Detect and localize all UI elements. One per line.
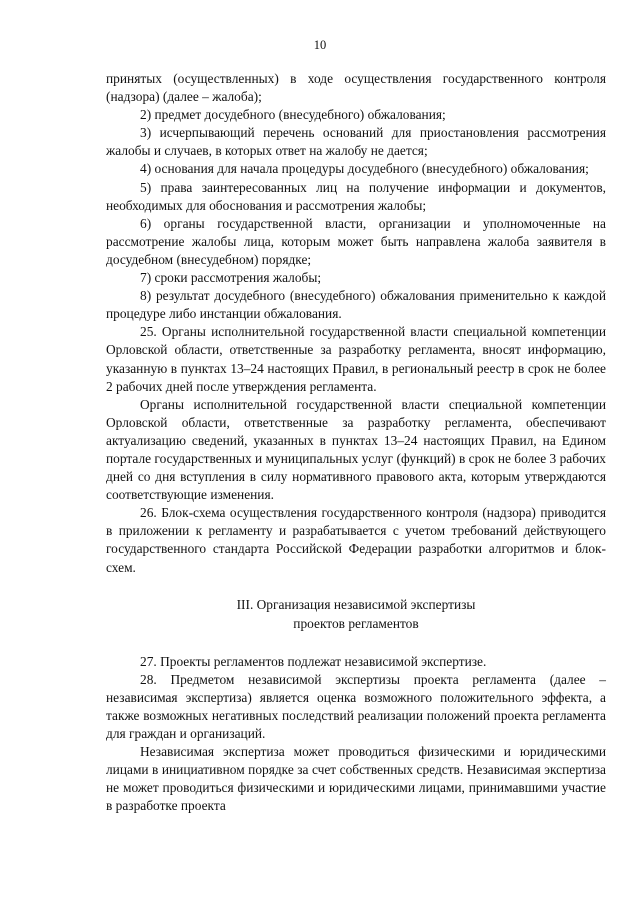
clause-25: 25. Органы исполнительной государственной власти специальной компетенции Орловской области, ответственные за разработку регламента, вносят информацию, указанную в пунктах 13–24 настоящих Правил, в региональный реестр в срок не более 2 рабочих дней после утверждения регламента. [106,324,606,394]
clause-25-continued: Органы исполнительной государственной власти специальной компетенции Орловской области, ответственные за разработку регламента, обеспечивают актуализацию сведений, указанных в пунктах 13–24 настоящих Правил, на Едином портале государственных и муниципальных услуг (функций) в срок не более 3 рабочих дней со дня вступления в силу нормативного правового акта, которым утверждаются соответствующие изменения. [106,396,606,503]
clause-28: 28. Предметом независимой экспертизы проекта регламента (далее – независимая экспертиза) является оценка возможного положительного эффекта, а также возможных негативных последствий реализации положений проекта регламента для граждан и организаций. [106,671,606,741]
list-item-2: 2) предмет досудебного (внесудебного) обжалования; [140,107,446,123]
document-body [106,70,606,815]
clause-26: 26. Блок-схема осуществления государственного контроля (надзора) приводится в приложении к регламенту и разрабатывается с учетом требований действующего государственного стандарта Российской Федерации разработки алгоритмов и блок-схем. [106,505,606,575]
list-item-6: 6) органы государственной власти, организации и уполномоченные на рассмотрение жалобы лица, которым может быть направлена жалоба заявителя в досудебном (внесудебном) порядке; [106,215,606,267]
list-item-4: 4) основания для начала процедуры досудебного (внесудебного) обжалования; [140,161,589,177]
clause-27: 27. Проекты регламентов подлежат независимой экспертизе. [140,653,487,669]
clause-28-continued: Независимая экспертиза может проводиться физическими и юридическими лицами в инициативном порядке за счет собственных средств. Независимая экспертиза не может проводиться физическими и юридическими лицами, принимавшими участие в разработке проекта [106,744,606,814]
list-item-7: 7) сроки рассмотрения жалобы; [140,270,322,286]
list-item-3: 3) исчерпывающий перечень оснований для приостановления рассмотрения жалобы и случаев, в которых ответ на жалобу не дается; [106,125,606,159]
page-number: 10 [313,38,327,52]
section-title: III. Организация независимой экспертизы проектов регламентов [236,596,476,631]
paragraph-1: принятых (осуществленных) в ходе осуществления государственного контроля (надзора) (далее – жалоба); [106,71,606,105]
list-item-8: 8) результат досудебного (внесудебного) обжалования применительно к каждой процедуре либо инстанции обжалования. [106,288,606,322]
list-item-5: 5) права заинтересованных лиц на получение информации и документов, необходимых для обоснования и рассмотрения жалобы; [106,179,606,213]
